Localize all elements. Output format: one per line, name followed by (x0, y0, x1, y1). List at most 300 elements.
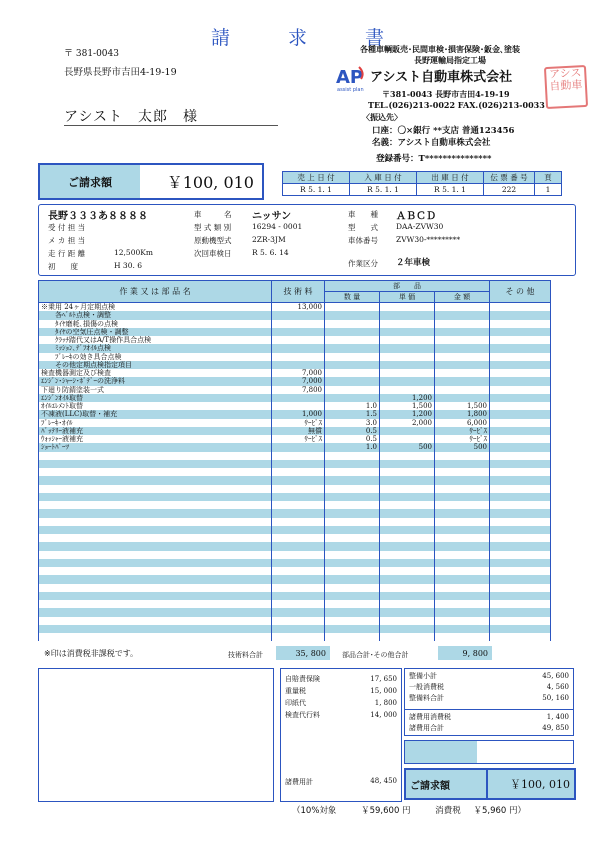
unit-price-cell (380, 435, 435, 443)
amount-cell (435, 600, 490, 608)
transfer-label: 〈振込先〉 (362, 112, 402, 122)
other-cell (490, 542, 551, 550)
company-seal: アシス自動車 (544, 65, 588, 109)
next-inspection-date: R 5. 6. 14 (252, 248, 289, 257)
table-row (39, 353, 551, 361)
customer-name: アシスト 太郎 様 (64, 109, 199, 125)
chassis-label: 車体番号 (348, 236, 378, 245)
unit-price-cell (380, 534, 435, 542)
other-cell (490, 633, 551, 641)
work-item-name: ﾀｲﾔの空気圧点検・調整 (39, 328, 272, 336)
work-header: 作 業 又 は 部 品 名 (39, 281, 272, 303)
amount-cell (435, 559, 490, 567)
amount-cell (435, 542, 490, 550)
unit-price-cell (380, 526, 435, 534)
entry-date-header: 入 庫 日 付 (350, 172, 417, 184)
qty-cell (325, 476, 380, 484)
tech-fee-cell: 7,000 (272, 369, 325, 377)
amount-cell (435, 468, 490, 476)
tech-fee-cell (272, 476, 325, 484)
reception-label: 受 付 担 当 (48, 223, 86, 232)
amount-cell (435, 575, 490, 583)
expenses-total-label: 諸費用計 (285, 778, 313, 786)
amount-cell (435, 452, 490, 460)
tech-fee-cell (272, 559, 325, 567)
qty-cell (325, 485, 380, 493)
table-row (39, 592, 551, 600)
work-item-name (39, 542, 272, 550)
work-item-name: ｳｫｯｼｬｰ液補充 (39, 435, 272, 443)
work-item-name: ﾌﾞﾚｰｷの効き具合点検 (39, 353, 272, 361)
table-row (39, 443, 551, 451)
other-cell (490, 509, 551, 517)
mechanic-label: メ カ 担 当 (48, 236, 86, 245)
total-row: 一般消費税 4, 560 (409, 683, 569, 691)
tech-fee-cell (272, 336, 325, 344)
tech-fee-header: 技 術 料 (272, 281, 325, 303)
slip-number-header: 伝 票 番 号 (484, 172, 535, 184)
parts-header: 部 品 (325, 281, 490, 292)
work-item-name (39, 625, 272, 633)
expense-row: 検査代行料 14, 000 (285, 711, 397, 719)
unit-price-cell (380, 377, 435, 385)
qty-cell (325, 526, 380, 534)
type-label: 型 式 類 別 (194, 223, 232, 232)
qty-cell (325, 617, 380, 625)
tax-label: 消費税 (435, 806, 461, 816)
work-category-label: 作業区分 (348, 259, 378, 268)
table-row (39, 460, 551, 468)
other-cell (490, 518, 551, 526)
other-cell (490, 600, 551, 608)
unit-price-header: 単 価 (380, 292, 435, 303)
qty-cell: 1.5 (325, 410, 380, 418)
registration-number: 登録番号：T*************** (376, 154, 492, 164)
work-item-name (39, 575, 272, 583)
table-row (39, 435, 551, 443)
other-cell (490, 303, 551, 312)
table-row (39, 394, 551, 402)
qty-cell (325, 361, 380, 369)
qty-cell (325, 625, 380, 633)
amount-cell (435, 518, 490, 526)
exit-date-header: 出 庫 日 付 (417, 172, 484, 184)
qty-cell: 0.5 (325, 435, 380, 443)
work-item-name (39, 559, 272, 567)
tech-fee-cell (272, 493, 325, 501)
qty-cell (325, 633, 380, 641)
total-row: 諸費用消費税 1, 400 (409, 713, 569, 721)
table-row (39, 419, 551, 427)
billing-total-label: ご請求額 (40, 165, 140, 198)
qty-cell (325, 600, 380, 608)
qty-cell (325, 493, 380, 501)
amount-cell: ｻｰﾋﾞｽ (435, 435, 490, 443)
qty-cell (325, 320, 380, 328)
other-cell (490, 419, 551, 427)
other-cell (490, 377, 551, 385)
tax-target-label: （10%対象 (292, 806, 337, 816)
amount-cell: ｻｰﾋﾞｽ (435, 427, 490, 435)
amount-cell (435, 617, 490, 625)
work-item-name: ｴﾝｼﾞﾝｵｲﾙ取替 (39, 394, 272, 402)
amount-cell (435, 526, 490, 534)
unit-price-cell (380, 559, 435, 567)
tax-amount: ￥5,960 円） (473, 806, 527, 816)
unit-price-cell (380, 617, 435, 625)
document-title: 請 求 書 (210, 27, 385, 49)
other-cell (490, 353, 551, 361)
customer-address: 長野県長野市吉田4-19-19 (64, 67, 177, 78)
work-item-name: ﾀｲﾔ磨耗､損傷の点検 (39, 320, 272, 328)
tech-fee-cell (272, 633, 325, 641)
other-cell (490, 452, 551, 460)
amount-cell: 6,000 (435, 419, 490, 427)
amount-cell (435, 328, 490, 336)
unit-price-cell (380, 592, 435, 600)
tech-fee-cell (272, 328, 325, 336)
work-item-name: 下廻り防錆塗装一式 (39, 386, 272, 394)
tech-fee-cell (272, 509, 325, 517)
tech-total-label: 技術料合計 (228, 651, 263, 659)
car-name-label: 車 名 (194, 210, 232, 219)
type-classification: 16294 - 0001 (252, 222, 303, 231)
total-row: 整備小計 45, 600 (409, 672, 569, 680)
amount-cell: 1,800 (435, 410, 490, 418)
work-item-name (39, 551, 272, 559)
qty-cell: 1.0 (325, 402, 380, 410)
qty-cell (325, 551, 380, 559)
table-row (39, 575, 551, 583)
work-item-name (39, 633, 272, 641)
parts-total-label: 部品合計･その他合計 (342, 651, 409, 659)
unit-price-cell (380, 303, 435, 312)
amount-cell (435, 551, 490, 559)
expenses-total: 48, 450 (370, 777, 397, 785)
expense-totals (404, 710, 574, 736)
tech-fee-cell: 13,000 (272, 303, 325, 312)
other-cell (490, 608, 551, 616)
amount-cell (435, 303, 490, 312)
tech-fee-cell (272, 320, 325, 328)
entry-date: R 5. 1. 1 (350, 184, 417, 196)
work-item-name: ﾌﾞﾚｰｷ･ｵｲﾙ (39, 419, 272, 427)
work-item-name: ｵｲﾙｴﾚﾒﾝﾄ取替 (39, 402, 272, 410)
work-item-name (39, 534, 272, 542)
car-name: ニッサン (252, 211, 292, 222)
maintenance-totals (404, 668, 574, 710)
work-item-name: ※乗用 24ヶ月定期点検 (39, 303, 272, 312)
tech-fee-cell (272, 501, 325, 509)
work-item-name (39, 617, 272, 625)
tech-fee-cell (272, 625, 325, 633)
customer-underline (64, 125, 278, 126)
qty-cell (325, 369, 380, 377)
qty-cell (325, 460, 380, 468)
table-row (39, 303, 551, 312)
qty-cell (325, 592, 380, 600)
work-item-name (39, 468, 272, 476)
table-row (39, 534, 551, 542)
billing-total-amount: ￥100, 010 (166, 173, 254, 192)
table-row (39, 311, 551, 319)
work-item-name (39, 518, 272, 526)
expenses-total-row (285, 777, 397, 787)
company-logo (335, 63, 369, 93)
tax-summary (292, 804, 526, 816)
amount-cell: 1,500 (435, 402, 490, 410)
model: ＡＢＣＤ (396, 211, 436, 222)
unit-price-cell (380, 320, 435, 328)
other-cell (490, 584, 551, 592)
unit-price-cell (380, 311, 435, 319)
mileage: 12,500Km (114, 248, 153, 257)
amount-cell (435, 394, 490, 402)
page-header: 頁 (535, 172, 562, 184)
amount-cell: 500 (435, 443, 490, 451)
other-cell (490, 501, 551, 509)
work-item-name: ｸﾗｯﾁ踏代又はA/T操作具合点検 (39, 336, 272, 344)
qty-cell (325, 534, 380, 542)
chassis-number: ZVW30-********* (396, 235, 461, 244)
tech-fee-cell: 1,000 (272, 410, 325, 418)
table-row (39, 320, 551, 328)
other-cell (490, 476, 551, 484)
tech-fee-cell (272, 542, 325, 550)
unit-price-cell (380, 575, 435, 583)
sales-date-header: 売 上 日 付 (283, 172, 350, 184)
amount-cell (435, 369, 490, 377)
unit-price-cell: 2,000 (380, 419, 435, 427)
work-item-name (39, 600, 272, 608)
table-row (39, 567, 551, 575)
company-business: 各種車輌販売･民間車検･損害保険･鈑金､塗装 (360, 44, 520, 54)
table-row (39, 559, 551, 567)
exit-date: R 5. 1. 1 (417, 184, 484, 196)
work-item-name: ﾐｯｼｮﾝ､ﾃﾞﾌｵｲﾙ点検 (39, 344, 272, 352)
table-row (39, 518, 551, 526)
amount-cell (435, 377, 490, 385)
table-row (39, 410, 551, 418)
other-cell (490, 435, 551, 443)
svg-text:AP: AP (336, 67, 364, 88)
mileage-label: 走 行 距 離 (48, 249, 86, 258)
tech-fee-cell (272, 575, 325, 583)
unit-price-cell (380, 542, 435, 550)
amount-cell (435, 320, 490, 328)
unit-price-cell (380, 460, 435, 468)
expenses-list (285, 673, 397, 721)
tech-fee-cell: ｻｰﾋﾞｽ (272, 435, 325, 443)
amount-cell (435, 336, 490, 344)
qty-cell (325, 303, 380, 312)
work-item-name (39, 509, 272, 517)
unit-price-cell: 500 (380, 443, 435, 451)
other-cell (490, 551, 551, 559)
tech-fee-cell (272, 344, 325, 352)
amount-cell (435, 485, 490, 493)
tech-fee-cell (272, 551, 325, 559)
work-item-name (39, 584, 272, 592)
svg-text:assist plan: assist plan (337, 87, 364, 93)
work-item-name (39, 493, 272, 501)
table-row (39, 493, 551, 501)
qty-cell (325, 386, 380, 394)
other-cell (490, 592, 551, 600)
company-address: 〒381-0043 長野市吉田4-19-19 (382, 89, 510, 99)
amount-cell (435, 493, 490, 501)
table-row (39, 361, 551, 369)
other-cell (490, 493, 551, 501)
other-cell (490, 361, 551, 369)
amount-cell (435, 592, 490, 600)
expense-row: 印紙代 1, 800 (285, 699, 397, 707)
work-item-name: ｼｮｰﾄﾊﾟｰﾂ (39, 443, 272, 451)
table-row (39, 625, 551, 633)
table-row (39, 600, 551, 608)
table-row (39, 476, 551, 484)
tech-fee-cell (272, 526, 325, 534)
tech-fee-cell (272, 460, 325, 468)
tech-fee-cell (272, 534, 325, 542)
work-item-name: 不凍液(LLC)取替・補充 (39, 410, 272, 418)
tech-fee-cell: 7,800 (272, 386, 325, 394)
page-number: 1 (535, 184, 562, 196)
table-row (39, 386, 551, 394)
customer-postal: 〒 381-0043 (64, 49, 119, 59)
work-item-name (39, 452, 272, 460)
qty-cell: 3.0 (325, 419, 380, 427)
unit-price-cell (380, 476, 435, 484)
unit-price-cell (380, 328, 435, 336)
tech-fee-cell (272, 402, 325, 410)
amount-cell (435, 386, 490, 394)
tech-fee-cell (272, 353, 325, 361)
table-row (39, 551, 551, 559)
table-row (39, 584, 551, 592)
table-row (39, 509, 551, 517)
qty-cell (325, 567, 380, 575)
work-item-name: ﾊﾞｯﾃﾘｰ液補充 (39, 427, 272, 435)
unit-price-cell (380, 509, 435, 517)
qty-cell (325, 501, 380, 509)
other-cell (490, 460, 551, 468)
table-row (39, 501, 551, 509)
amount-cell (435, 509, 490, 517)
unit-price-cell: 1,200 (380, 394, 435, 402)
work-item-name: その他定期点検指定項目 (39, 361, 272, 369)
final-billing-amount: ￥100, 010 (486, 770, 574, 798)
tech-fee-cell (272, 617, 325, 625)
table-row (39, 427, 551, 435)
other-cell (490, 625, 551, 633)
unit-price-cell (380, 336, 435, 344)
other-cell (490, 559, 551, 567)
other-cell (490, 443, 551, 451)
katashiki: DAA-ZVW30 (396, 222, 444, 231)
expense-row: 自賠責保険 17, 650 (285, 675, 397, 683)
amount-cell (435, 311, 490, 319)
table-row (39, 633, 551, 641)
first-registration-label: 初 度 (48, 262, 78, 271)
table-row (39, 344, 551, 352)
company-contact: TEL.(026)213-0022 FAX.(026)213-0033 (368, 100, 545, 110)
unit-price-cell (380, 600, 435, 608)
table-row (39, 452, 551, 460)
work-item-name (39, 526, 272, 534)
unit-price-cell (380, 493, 435, 501)
unit-price-cell (380, 369, 435, 377)
tech-fee-cell (272, 518, 325, 526)
other-cell (490, 386, 551, 394)
table-row (39, 336, 551, 344)
qty-cell (325, 311, 380, 319)
amount-cell (435, 567, 490, 575)
work-item-name (39, 460, 272, 468)
other-cell (490, 485, 551, 493)
billing-total-box (38, 163, 264, 200)
other-cell (490, 410, 551, 418)
first-registration: H 30. 6 (114, 261, 143, 270)
other-cell (490, 575, 551, 583)
amount-cell (435, 476, 490, 484)
unit-price-cell (380, 386, 435, 394)
model-label: 車 種 (348, 210, 378, 219)
tech-fee-cell (272, 600, 325, 608)
table-row (39, 402, 551, 410)
next-inspection-label: 次回車検日 (194, 249, 232, 258)
amount-cell (435, 344, 490, 352)
qty-cell (325, 468, 380, 476)
work-item-name (39, 485, 272, 493)
qty-cell (325, 584, 380, 592)
other-cell (490, 344, 551, 352)
tech-fee-cell (272, 443, 325, 451)
amount-cell (435, 353, 490, 361)
amount-cell (435, 625, 490, 633)
unit-price-cell (380, 567, 435, 575)
expenses-box (280, 668, 402, 802)
total-row: 整備料合計 50, 160 (409, 694, 569, 702)
other-cell (490, 402, 551, 410)
unit-price-cell (380, 468, 435, 476)
other-cell (490, 394, 551, 402)
unit-price-cell (380, 518, 435, 526)
expense-row: 重量税 15, 000 (285, 687, 397, 695)
qty-cell: 0.5 (325, 427, 380, 435)
engine-label: 原動機型式 (194, 236, 232, 245)
qty-cell (325, 344, 380, 352)
qty-cell (325, 336, 380, 344)
dates-table (282, 171, 562, 196)
table-row (39, 377, 551, 385)
table-row (39, 369, 551, 377)
tech-fee-cell: ｻｰﾋﾞｽ (272, 419, 325, 427)
work-item-name: 各ﾍﾞﾙﾄ点検・調整 (39, 311, 272, 319)
qty-cell (325, 509, 380, 517)
tech-fee-cell (272, 608, 325, 616)
work-item-name (39, 476, 272, 484)
final-billing-box (404, 768, 576, 800)
work-items-table (38, 280, 551, 641)
tech-fee-cell (272, 394, 325, 402)
tech-fee-cell (272, 485, 325, 493)
engine-type: 2ZR-3JM (252, 235, 286, 244)
other-cell (490, 311, 551, 319)
qty-cell (325, 542, 380, 550)
unit-price-cell (380, 501, 435, 509)
tech-fee-cell (272, 468, 325, 476)
